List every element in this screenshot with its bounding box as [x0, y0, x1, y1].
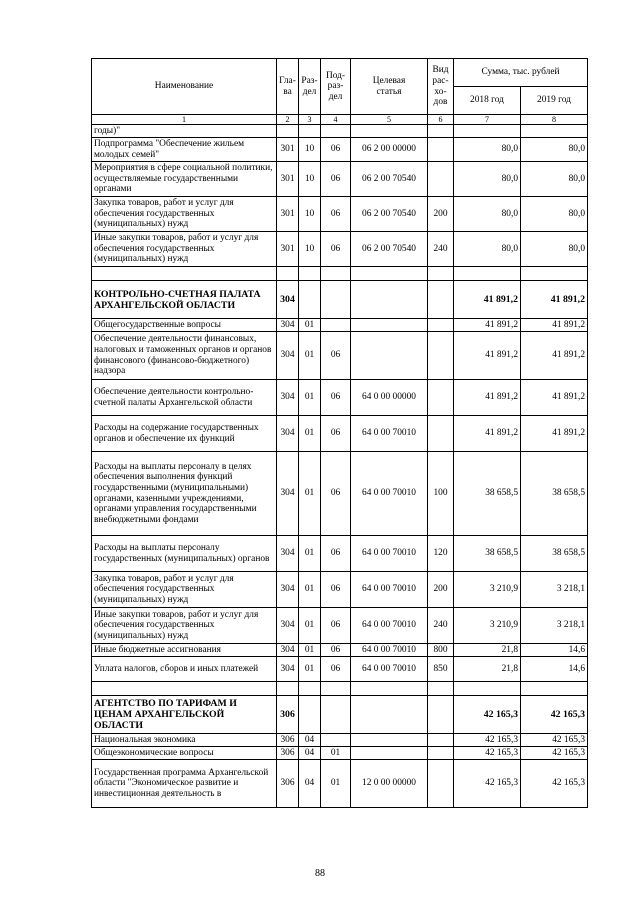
cell-podrazdel — [321, 319, 351, 332]
cell-vid: 200 — [428, 572, 454, 608]
column-index: 8 — [521, 115, 588, 125]
cell-podrazdel — [321, 281, 351, 319]
cell-target — [351, 125, 428, 138]
cell-razdel: 01 — [299, 657, 321, 682]
cell-vid — [428, 734, 454, 747]
column-index: 4 — [321, 115, 351, 125]
cell-sum-2018: 41 891,2 — [454, 380, 521, 416]
cell-sum-2019: 38 658,5 — [521, 536, 588, 572]
blank-cell — [321, 267, 351, 281]
cell-podrazdel: 06 — [321, 332, 351, 380]
cell-target — [351, 332, 428, 380]
cell-sum-2019: 41 891,2 — [521, 380, 588, 416]
blank-cell — [521, 267, 588, 281]
cell-glava: 306 — [277, 734, 299, 747]
cell-sum-2019: 14,6 — [521, 644, 588, 657]
cell-sum-2019: 14,6 — [521, 657, 588, 682]
cell-sum-2018: 42 165,3 — [454, 747, 521, 760]
cell-vid — [428, 760, 454, 808]
section-row — [92, 696, 588, 734]
blank-cell — [321, 682, 351, 696]
blank-cell — [454, 267, 521, 281]
cell-sum-2018: 80,0 — [454, 162, 521, 197]
cell-glava: 304 — [277, 608, 299, 644]
cell-glava: 304 — [277, 416, 299, 452]
cell-razdel: 01 — [299, 536, 321, 572]
cell-target: 64 0 00 70010 — [351, 608, 428, 644]
blank-cell — [454, 682, 521, 696]
cell-sum-2018: 80,0 — [454, 197, 521, 232]
cell-sum-2018: 3 210,9 — [454, 572, 521, 608]
cell-sum-2019: 42 165,3 — [521, 734, 588, 747]
cell-podrazdel — [321, 734, 351, 747]
cell-vid — [428, 319, 454, 332]
cell-glava: 306 — [277, 760, 299, 808]
table-row — [92, 416, 588, 452]
blank-row — [92, 682, 588, 696]
column-index: 2 — [277, 115, 299, 125]
row-name: Государственная программа Архангельской области "Экономическое развитие и инвестиционная деятельность в — [92, 760, 277, 808]
table-row — [92, 332, 588, 380]
cell-sum-2019: 41 891,2 — [521, 332, 588, 380]
row-name: Расходы на выплаты персоналу государственных (муниципальных) органов — [92, 536, 277, 572]
cell-vid: 850 — [428, 657, 454, 682]
cell-sum-2019: 38 658,5 — [521, 452, 588, 536]
cell-glava: 304 — [277, 380, 299, 416]
cell-target — [351, 734, 428, 747]
cell-sum-2018: 42 165,3 — [454, 760, 521, 808]
cell-sum-2019: 3 218,1 — [521, 608, 588, 644]
cell-vid — [428, 125, 454, 138]
cell-sum-2018: 80,0 — [454, 232, 521, 267]
table-row — [92, 232, 588, 267]
cell-sum-2018: 80,0 — [454, 138, 521, 162]
cell-razdel — [299, 125, 321, 138]
cell-razdel: 01 — [299, 608, 321, 644]
header-year-2019: 2019 год — [521, 87, 588, 115]
cell-razdel: 04 — [299, 734, 321, 747]
row-name: Мероприятия в сфере социальной политики, осуществляемые государственными органами — [92, 162, 277, 197]
table-row — [92, 572, 588, 608]
cell-vid — [428, 332, 454, 380]
cell-target: 64 0 00 70010 — [351, 536, 428, 572]
blank-cell — [92, 682, 277, 696]
cell-podrazdel: 06 — [321, 162, 351, 197]
cell-glava: 304 — [277, 332, 299, 380]
cell-podrazdel: 06 — [321, 536, 351, 572]
cell-razdel: 01 — [299, 452, 321, 536]
cell-sum-2018: 42 165,3 — [454, 734, 521, 747]
cell-sum-2019: 80,0 — [521, 162, 588, 197]
cell-glava: 304 — [277, 536, 299, 572]
row-name: Обеспечение деятельности финансовых, налоговых и таможенных органов и органов финансового (финансово-бюджетного) надзора — [92, 332, 277, 380]
table-row — [92, 536, 588, 572]
cell-razdel: 01 — [299, 380, 321, 416]
cell-razdel: 10 — [299, 197, 321, 232]
cell-podrazdel: 06 — [321, 608, 351, 644]
cell-target: 64 0 00 70010 — [351, 416, 428, 452]
cell-sum-2018: 42 165,3 — [454, 696, 521, 734]
header-podrazdel: Под- раз- дел — [321, 59, 351, 115]
cell-sum-2018: 38 658,5 — [454, 536, 521, 572]
cell-vid — [428, 138, 454, 162]
cell-podrazdel: 01 — [321, 747, 351, 760]
header-glava: Гла- ва — [277, 59, 299, 115]
header-vid: Вид рас- хо- дов — [428, 59, 454, 115]
cell-razdel: 10 — [299, 162, 321, 197]
blank-cell — [428, 267, 454, 281]
cell-glava: 306 — [277, 747, 299, 760]
table-row — [92, 644, 588, 657]
cell-vid — [428, 747, 454, 760]
cell-sum-2018 — [454, 125, 521, 138]
cell-glava: 301 — [277, 138, 299, 162]
cell-podrazdel: 01 — [321, 760, 351, 808]
cell-podrazdel: 06 — [321, 572, 351, 608]
column-index: 6 — [428, 115, 454, 125]
cell-sum-2019: 42 165,3 — [521, 696, 588, 734]
table-body — [92, 125, 588, 808]
row-name: Иные бюджетные ассигнования — [92, 644, 277, 657]
cell-glava: 306 — [277, 696, 299, 734]
row-name: годы)" — [92, 125, 277, 138]
blank-cell — [299, 682, 321, 696]
blank-cell — [92, 267, 277, 281]
row-name: Уплата налогов, сборов и иных платежей — [92, 657, 277, 682]
cell-sum-2019: 41 891,2 — [521, 319, 588, 332]
table-row — [92, 747, 588, 760]
row-name: Общеэкономические вопросы — [92, 747, 277, 760]
cell-glava: 301 — [277, 197, 299, 232]
cell-vid — [428, 416, 454, 452]
cell-podrazdel — [321, 696, 351, 734]
cell-razdel: 10 — [299, 138, 321, 162]
table-header — [92, 59, 588, 125]
blank-cell — [277, 682, 299, 696]
table-row — [92, 452, 588, 536]
cell-sum-2018: 41 891,2 — [454, 416, 521, 452]
cell-target: 64 0 00 70010 — [351, 572, 428, 608]
cell-razdel: 01 — [299, 416, 321, 452]
table-row — [92, 138, 588, 162]
cell-vid — [428, 380, 454, 416]
cell-target — [351, 747, 428, 760]
cell-sum-2018: 21,8 — [454, 644, 521, 657]
table-row — [92, 197, 588, 232]
blank-cell — [521, 682, 588, 696]
column-index: 3 — [299, 115, 321, 125]
cell-sum-2019: 42 165,3 — [521, 760, 588, 808]
cell-sum-2019: 41 891,2 — [521, 416, 588, 452]
cell-podrazdel: 06 — [321, 416, 351, 452]
cell-sum-2019 — [521, 125, 588, 138]
cell-glava: 301 — [277, 232, 299, 267]
column-index: 7 — [454, 115, 521, 125]
cell-vid: 100 — [428, 452, 454, 536]
cell-podrazdel: 06 — [321, 197, 351, 232]
cell-podrazdel: 06 — [321, 138, 351, 162]
column-index: 5 — [351, 115, 428, 125]
table-row — [92, 734, 588, 747]
cell-podrazdel: 06 — [321, 452, 351, 536]
cell-sum-2019: 3 218,1 — [521, 572, 588, 608]
cell-podrazdel: 06 — [321, 657, 351, 682]
cell-target: 06 2 00 00000 — [351, 138, 428, 162]
cell-target: 64 0 00 70010 — [351, 644, 428, 657]
blank-cell — [428, 682, 454, 696]
cell-razdel — [299, 281, 321, 319]
cell-target: 64 0 00 70010 — [351, 657, 428, 682]
cell-target — [351, 696, 428, 734]
cell-vid: 240 — [428, 232, 454, 267]
blank-cell — [351, 267, 428, 281]
blank-cell — [277, 267, 299, 281]
cell-razdel: 01 — [299, 332, 321, 380]
cell-podrazdel: 06 — [321, 380, 351, 416]
cell-sum-2018: 38 658,5 — [454, 452, 521, 536]
cell-glava: 304 — [277, 319, 299, 332]
cell-glava: 304 — [277, 281, 299, 319]
cell-target: 12 0 00 00000 — [351, 760, 428, 808]
cell-sum-2019: 42 165,3 — [521, 747, 588, 760]
row-name: Обеспечение деятельности контрольно-счетной палаты Архангельской области — [92, 380, 277, 416]
cell-razdel — [299, 696, 321, 734]
cell-target — [351, 319, 428, 332]
cell-glava: 304 — [277, 644, 299, 657]
row-name: Подпрограмма "Обеспечение жильем молодых семей" — [92, 138, 277, 162]
table-row — [92, 608, 588, 644]
cell-vid: 800 — [428, 644, 454, 657]
row-name: Иные закупки товаров, работ и услуг для обеспечения государственных (муниципальных) нужд — [92, 608, 277, 644]
table-row — [92, 380, 588, 416]
table-row — [92, 657, 588, 682]
row-name: АГЕНТСТВО ПО ТАРИФАМ И ЦЕНАМ АРХАНГЕЛЬСКОЙ ОБЛАСТИ — [92, 696, 277, 734]
table-row — [92, 125, 588, 138]
cell-vid: 240 — [428, 608, 454, 644]
row-name: Расходы на содержание государственных органов и обеспечение их функций — [92, 416, 277, 452]
cell-glava: 304 — [277, 572, 299, 608]
cell-sum-2018: 41 891,2 — [454, 332, 521, 380]
cell-vid — [428, 696, 454, 734]
cell-podrazdel: 06 — [321, 232, 351, 267]
section-row — [92, 281, 588, 319]
cell-vid — [428, 162, 454, 197]
cell-sum-2019: 80,0 — [521, 138, 588, 162]
cell-razdel: 01 — [299, 644, 321, 657]
row-name: Закупка товаров, работ и услуг для обеспечения государственных (муниципальных) нужд — [92, 572, 277, 608]
cell-podrazdel: 06 — [321, 644, 351, 657]
row-name: Общегосударственные вопросы — [92, 319, 277, 332]
column-index-row — [92, 115, 588, 125]
cell-podrazdel — [321, 125, 351, 138]
header-name: Наименование — [92, 59, 277, 115]
cell-target: 06 2 00 70540 — [351, 162, 428, 197]
header-sum: Сумма, тыс. рублей — [454, 59, 588, 87]
table-row — [92, 162, 588, 197]
cell-sum-2019: 41 891,2 — [521, 281, 588, 319]
blank-cell — [299, 267, 321, 281]
row-name: Национальная экономика — [92, 734, 277, 747]
page-number: 88 — [315, 868, 325, 879]
cell-razdel: 01 — [299, 572, 321, 608]
cell-razdel: 04 — [299, 760, 321, 808]
cell-glava: 304 — [277, 657, 299, 682]
header-year-2018: 2018 год — [454, 87, 521, 115]
cell-vid: 200 — [428, 197, 454, 232]
header-target: Целевая статья — [351, 59, 428, 115]
row-name: КОНТРОЛЬНО-СЧЕТНАЯ ПАЛАТА АРХАНГЕЛЬСКОЙ ОБЛАСТИ — [92, 281, 277, 319]
table-row — [92, 760, 588, 808]
row-name: Иные закупки товаров, работ и услуг для обеспечения государственных (муниципальных) нужд — [92, 232, 277, 267]
cell-target: 64 0 00 00000 — [351, 380, 428, 416]
row-name: Расходы на выплаты персоналу в целях обеспечения выполнения функций государственными (муниципальными) органами, казенными учреждениями, органами управления государственными внебюджетными фондами — [92, 452, 277, 536]
cell-sum-2018: 21,8 — [454, 657, 521, 682]
cell-glava: 304 — [277, 452, 299, 536]
blank-row — [92, 267, 588, 281]
cell-sum-2018: 41 891,2 — [454, 319, 521, 332]
cell-razdel: 04 — [299, 747, 321, 760]
header-razdel: Раз- дел — [299, 59, 321, 115]
cell-glava — [277, 125, 299, 138]
cell-razdel: 01 — [299, 319, 321, 332]
row-name: Закупка товаров, работ и услуг для обеспечения государственных (муниципальных) нужд — [92, 197, 277, 232]
cell-glava: 301 — [277, 162, 299, 197]
column-index: 1 — [92, 115, 277, 125]
cell-target: 64 0 00 70010 — [351, 452, 428, 536]
cell-target: 06 2 00 70540 — [351, 197, 428, 232]
table-row — [92, 319, 588, 332]
cell-sum-2018: 3 210,9 — [454, 608, 521, 644]
cell-sum-2018: 41 891,2 — [454, 281, 521, 319]
cell-vid: 120 — [428, 536, 454, 572]
cell-sum-2019: 80,0 — [521, 232, 588, 267]
cell-target — [351, 281, 428, 319]
cell-target: 06 2 00 70540 — [351, 232, 428, 267]
cell-razdel: 10 — [299, 232, 321, 267]
cell-vid — [428, 281, 454, 319]
cell-sum-2019: 80,0 — [521, 197, 588, 232]
blank-cell — [351, 682, 428, 696]
budget-table — [91, 58, 588, 808]
